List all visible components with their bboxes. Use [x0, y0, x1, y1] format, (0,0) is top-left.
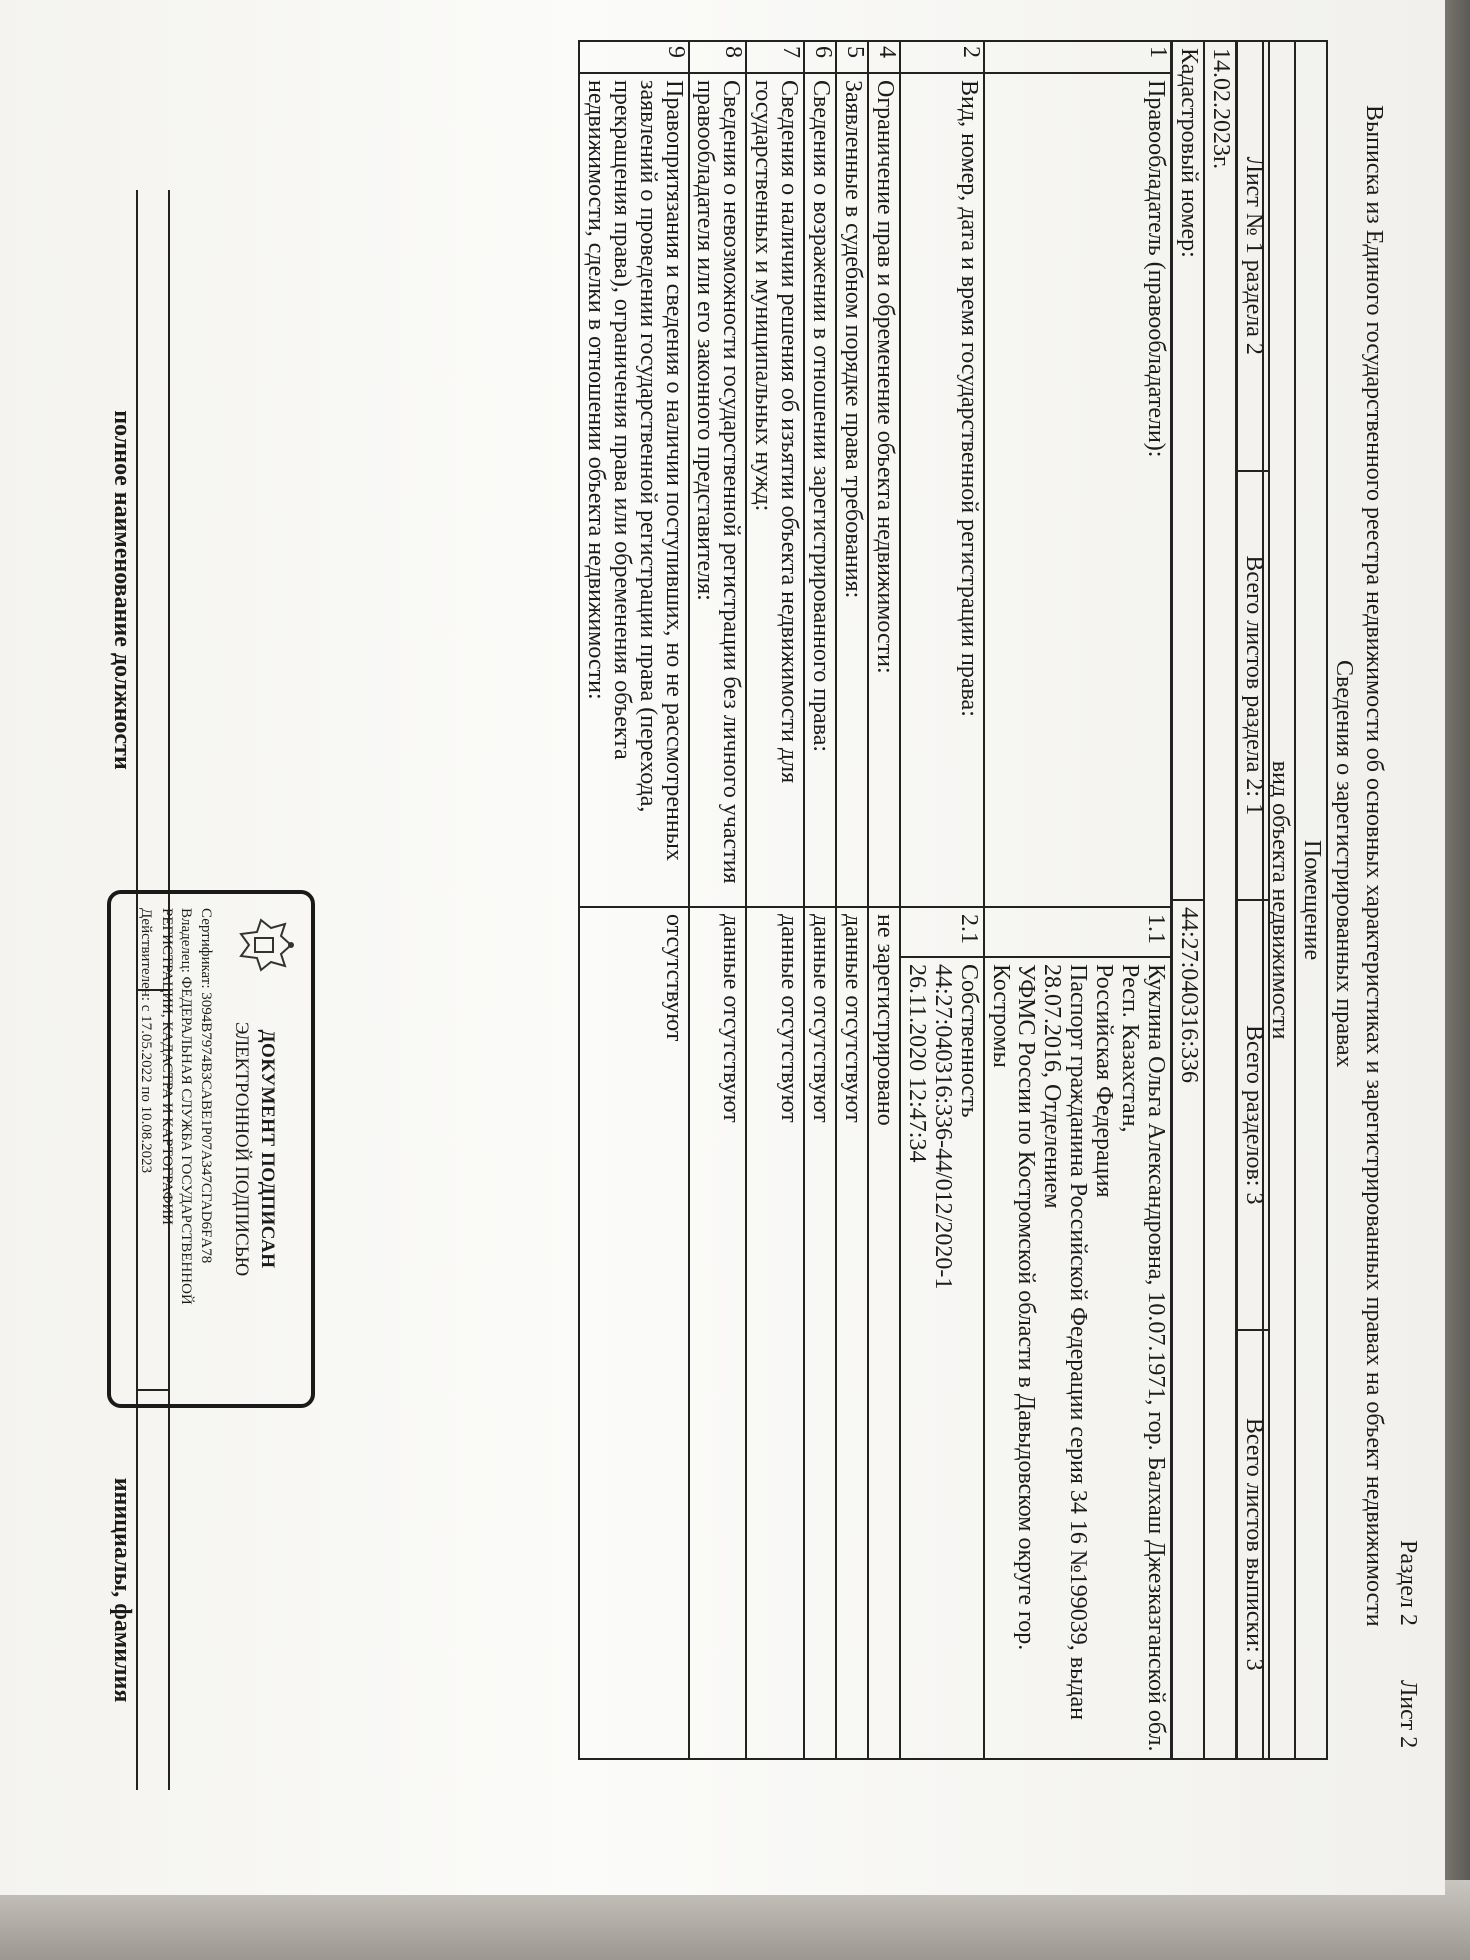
row-number: 7 [746, 41, 804, 73]
row-value: Куклина Ольга Александровна, 10.07.1971, гор. Балхаш Джезказганской обл. Респ. Казахстан, Российская Федерация Паспорт гражданина Российской Федерации серия 34 16 №199039, выдан 28.07.2016, Отделением УФМС России по Костромской области в Давыдовском округе гор. Костромы [984, 957, 1171, 1759]
total-extract-sheets: Всего листов выписки: 3 [1237, 1330, 1269, 1760]
row-value: не зарегистрировано [868, 907, 900, 1759]
stamp-line2: ЭЛЕКТРОННОЙ ПОДПИСЬЮ [231, 1021, 252, 1277]
table-row [746, 41, 804, 1759]
document-title: Выписка из Единого государственного реестра недвижимости об основных характеристиках и зарегистрированных правах на объект недвижимости [1361, 105, 1387, 1627]
stamp-line1: ДОКУМЕНТ ПОДПИСАН [257, 1029, 278, 1269]
total-sections: Всего разделов: 3 [1237, 900, 1269, 1330]
date-cadastral-table [1171, 40, 1237, 1760]
stamp-owner2: РЕГИСТРАЦИИ, КАДАСТРА И КАРТОГРАФИИ [159, 908, 175, 1225]
row-number: 6 [804, 41, 836, 73]
row-number: 1 [984, 41, 1171, 73]
object-type-value: Помещение [1295, 41, 1327, 1759]
section-number: Раздел 2 [1395, 1540, 1421, 1626]
stamp-owner: Владелец: ФЕДЕРАЛЬНАЯ СЛУЖБА ГОСУДАРСТВЕННОЙ [178, 908, 194, 1305]
row-number: 2 [900, 41, 984, 73]
row-value: данные отсутствуют [746, 907, 804, 1759]
cadastral-number: 44:27:040316:336 [1176, 907, 1203, 1084]
row-label: Правопритязания и сведения о наличии поступивших, но не рассмотренных заявлений о проведении государственной регистрации права (перехода, прекращения права), ограничения права или обременения объекта недвижимости, сделки в отношении объекта недвижимости: [579, 73, 689, 907]
row-subnumber: 2.1 [900, 907, 984, 957]
extract-date: 14.02.2023г. [1204, 41, 1236, 1759]
row-value: данные отсутствуют [689, 907, 747, 1759]
row-value: данные отсутствуют [804, 907, 836, 1759]
row-value: Собственность 44:27:040316:336-44/012/2020-1 26.11.2020 12:47:34 [900, 957, 984, 1759]
electronic-signature-stamp [107, 890, 315, 1408]
row-label: Правообладатель (правообладатели): [984, 73, 1171, 907]
stamp-valid: Действителен: с 17.05.2022 по 10.08.2023 [138, 908, 154, 1174]
table-row [804, 41, 836, 1759]
stamp-certificate: Сертификат: 3094В7974ВЗСАВЕ1Р07АЗ47СГАD6FА78 [198, 908, 214, 1264]
document-subtitle: Сведения о зарегистрированных правах [1331, 660, 1357, 1068]
table-row [868, 41, 900, 1759]
total-section-sheets: Всего листов раздела 2: 1 [1237, 471, 1269, 901]
row-label: Вид, номер, дата и время государственной регистрации права: [900, 73, 984, 907]
table-row [900, 41, 984, 1759]
object-type-table [1262, 40, 1328, 1760]
table-row [836, 41, 868, 1759]
sheets-table [1236, 40, 1270, 1760]
row-number: 4 [868, 41, 900, 73]
table-row [579, 41, 689, 1759]
signature-name: инициалы, фамилия [109, 1477, 135, 1703]
sheet-no: Лист № 1 раздела 2 [1237, 41, 1269, 471]
cadastral-label: Кадастровый номер: [1173, 42, 1203, 900]
row-number: 5 [836, 41, 868, 73]
row-value: данные отсутствуют [836, 907, 868, 1759]
sheet-number: Лист 2 [1395, 1680, 1421, 1749]
row-label: Сведения о наличии решения об изъятии объекта недвижимости для государственных и муниципальных нужд: [746, 73, 804, 907]
document-page [0, 40, 1420, 1900]
rights-table [578, 40, 1172, 1760]
table-row [689, 41, 747, 1759]
row-value: отсутствуют [579, 907, 689, 1759]
row-label: Ограничение прав и обременение объекта недвижимости: [868, 73, 900, 907]
object-type-caption: вид объекта недвижимости [1263, 41, 1295, 1759]
row-label: Заявленные в судебном порядке права требования: [836, 73, 868, 907]
row-subnumber: 1.1 [984, 907, 1171, 957]
row-number: 9 [579, 41, 689, 73]
signature-position: полное наименование должности [109, 410, 135, 770]
row-label: Сведения о возражении в отношении зарегистрированного права: [804, 73, 836, 907]
table-row [984, 41, 1171, 1759]
row-label: Сведения о невозможности государственной регистрации без личного участия правообладателя или его законного представителя: [689, 73, 747, 907]
row-number: 8 [689, 41, 747, 73]
